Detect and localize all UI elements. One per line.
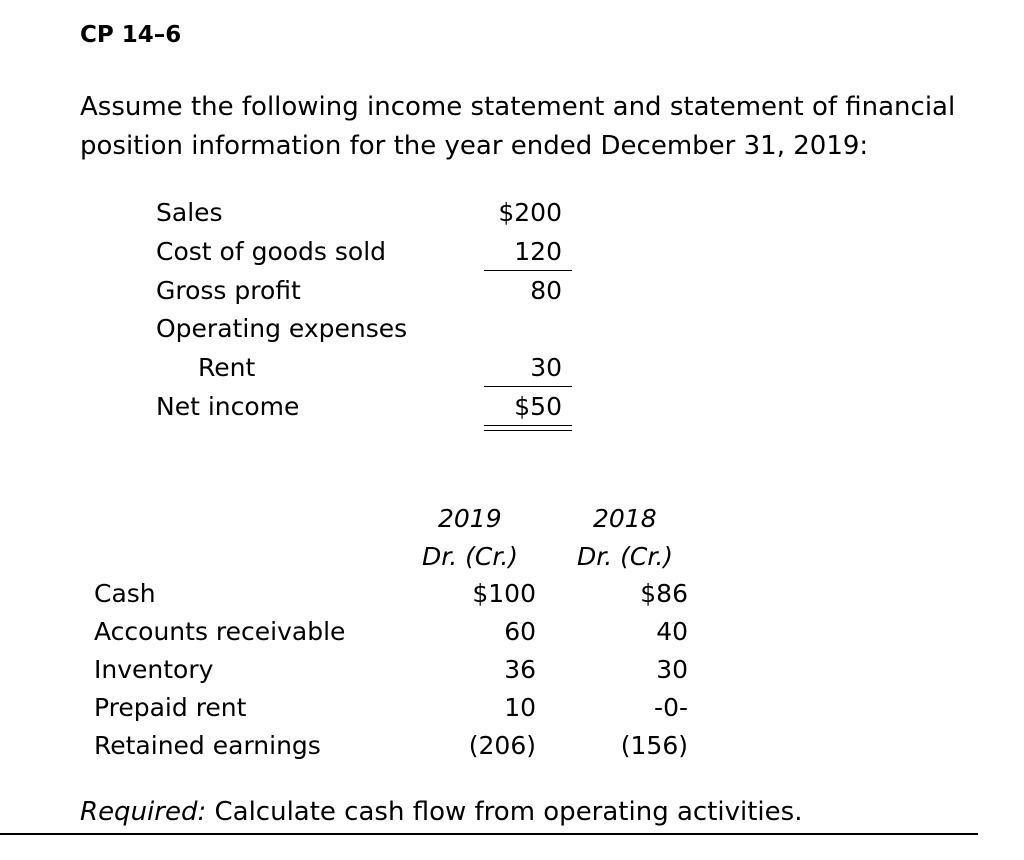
opex-label: Operating expenses	[156, 314, 408, 343]
row-value-2018-cash: $86	[640, 579, 688, 608]
row-label-retained-earnings: Retained earnings	[94, 731, 321, 760]
row-value-2018-accounts-receivable: 40	[656, 617, 688, 646]
row-label-prepaid-rent: Prepaid rent	[94, 693, 247, 722]
sales-label: Sales	[156, 198, 223, 227]
net-income-value: $50	[514, 392, 562, 421]
required-prefix: Required:	[80, 797, 207, 827]
cogs-underline	[484, 270, 572, 271]
row-label-cash: Cash	[94, 579, 156, 608]
sales-value: $200	[498, 198, 562, 227]
row-value-2018-prepaid-rent: -0-	[654, 693, 688, 722]
net-income-label: Net income	[156, 392, 300, 421]
cogs-value: 120	[514, 237, 562, 266]
cogs-label: Cost of goods sold	[156, 237, 387, 266]
row-value-2018-retained-earnings: (156)	[620, 731, 688, 760]
intro-paragraph	[80, 88, 955, 166]
net-income-double-underline-bottom	[484, 430, 572, 431]
required-instruction	[80, 797, 802, 827]
gross-profit-label: Gross profit	[156, 276, 301, 305]
row-label-inventory: Inventory	[94, 655, 214, 684]
net-income-double-underline-top	[484, 425, 572, 426]
col-2018-subheader: Dr. (Cr.)	[577, 542, 674, 571]
row-value-2019-inventory: 36	[504, 655, 536, 684]
col-2019-year: 2019	[438, 504, 502, 533]
row-value-2019-prepaid-rent: 10	[504, 693, 536, 722]
row-label-accounts-receivable: Accounts receivable	[94, 617, 346, 646]
intro-line-1: Assume the following income statement and statement of financial	[80, 92, 956, 122]
required-text: Calculate cash flow from operating activities.	[206, 797, 803, 827]
gross-profit-value: 80	[530, 276, 562, 305]
row-value-2019-retained-earnings: (206)	[468, 731, 536, 760]
intro-line-2: position information for the year ended December 31, 2019:	[80, 131, 869, 161]
row-value-2019-accounts-receivable: 60	[504, 617, 536, 646]
col-2018-year: 2018	[593, 504, 657, 533]
row-value-2018-inventory: 30	[656, 655, 688, 684]
rent-underline	[484, 386, 572, 387]
col-2019-subheader: Dr. (Cr.)	[422, 542, 519, 571]
row-value-2019-cash: $100	[472, 579, 536, 608]
problem-label: CP 14–6	[80, 22, 182, 48]
bottom-rule	[0, 833, 978, 835]
rent-label: Rent	[198, 353, 256, 382]
rent-value: 30	[530, 353, 562, 382]
